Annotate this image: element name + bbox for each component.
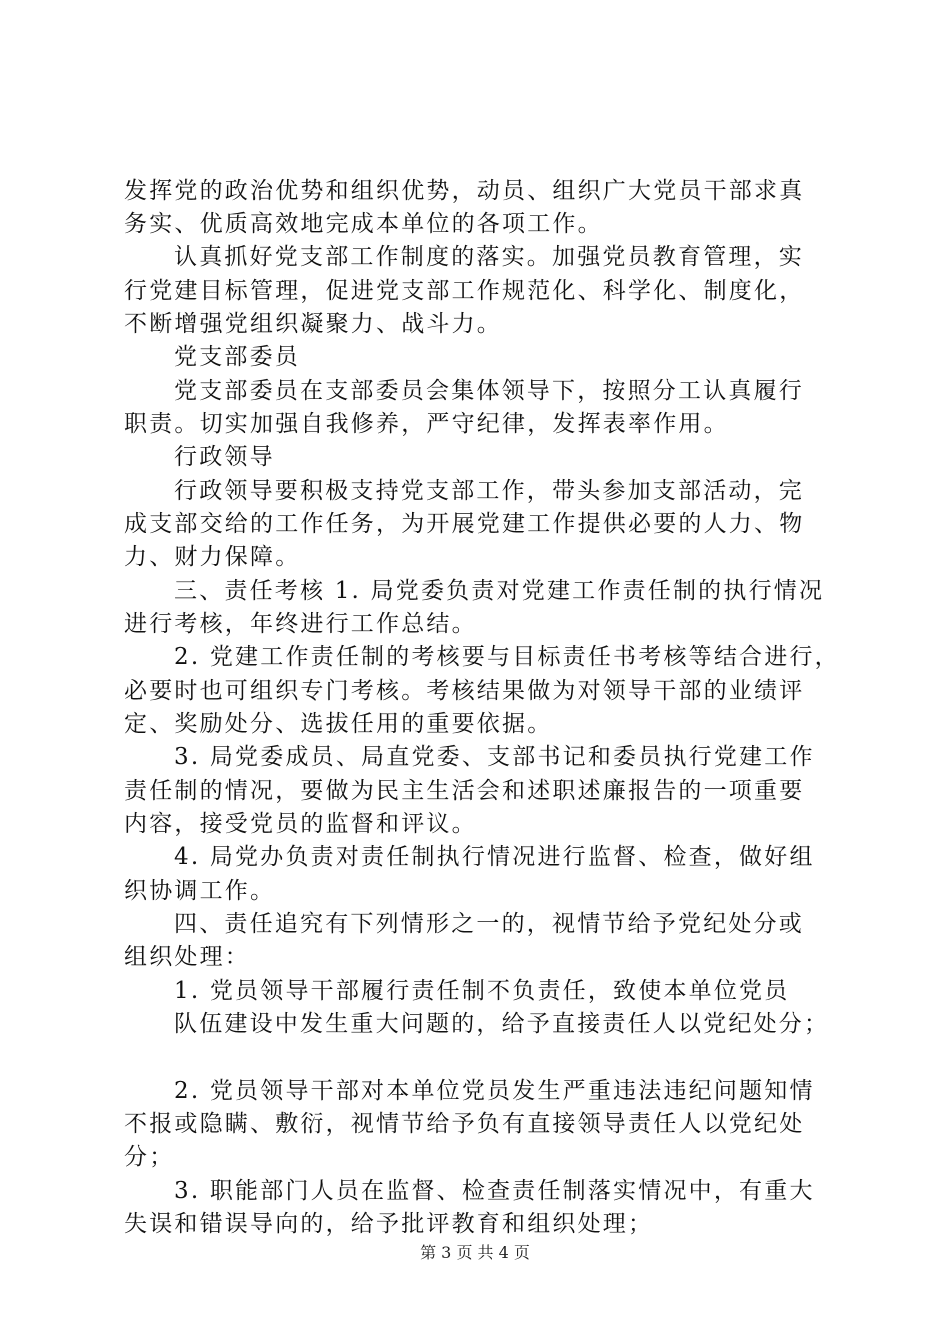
- text-line: 定、奖励处分、选拔任用的重要依据。: [124, 711, 553, 737]
- text-line: 分；: [124, 1144, 175, 1170]
- text-line: 进行考核，年终进行工作总结。: [124, 611, 477, 637]
- text-line: 组织处理：: [124, 944, 250, 970]
- text-line: 认真抓好党支部工作制度的落实。加强党员教育管理，实: [174, 244, 804, 270]
- text-line: 2. 党员领导干部对本单位党员发生严重违法违纪问题知情: [174, 1078, 815, 1104]
- text-line: 3. 局党委成员、局直党委、支部书记和委员执行党建工作: [174, 744, 815, 770]
- text-line: 4. 局党办负责对责任制执行情况进行监督、检查，做好组: [174, 844, 815, 870]
- text-line: 3. 职能部门人员在监督、检查责任制落实情况中，有重大: [174, 1178, 815, 1204]
- text-line: 织协调工作。: [124, 878, 276, 904]
- text-line: 不报或隐瞒、敷衍，视情节给予负有直接领导责任人以党纪处: [124, 1111, 805, 1137]
- text-line: 党支部委员在支部委员会集体领导下，按照分工认真履行: [174, 378, 804, 404]
- text-line: 职责。切实加强自我修养，严守纪律，发挥表率作用。: [124, 411, 729, 437]
- text-line: 力、财力保障。: [124, 544, 301, 570]
- text-line: 必要时也可组织专门考核。考核结果做为对领导干部的业绩评: [124, 678, 805, 704]
- text-line: 失误和错误导向的，给予批评教育和组织处理；: [124, 1211, 654, 1237]
- text-line: 1. 党员领导干部履行责任制不负责任，致使本单位党员: [174, 978, 790, 1004]
- text-line: 2. 党建工作责任制的考核要与目标责任书考核等结合进行，: [174, 644, 840, 670]
- section-heading: 行政领导: [174, 444, 275, 470]
- text-line: 三、责任考核 1. 局党委负责对党建工作责任制的执行情况: [174, 578, 825, 604]
- text-line: 队伍建设中发生重大问题的，给予直接责任人以党纪处分；: [174, 1011, 830, 1037]
- text-line: 责任制的情况，要做为民主生活会和述职述廉报告的一项重要: [124, 778, 805, 804]
- text-line: 行党建目标管理，促进党支部工作规范化、科学化、制度化，: [124, 278, 805, 304]
- text-line: 行政领导要积极支持党支部工作，带头参加支部活动，完: [174, 478, 804, 504]
- text-line: 四、责任追究有下列情形之一的，视情节给予党纪处分或: [174, 911, 804, 937]
- text-line: 务实、优质高效地完成本单位的各项工作。: [124, 211, 603, 237]
- text-line: 内容，接受党员的监督和评议。: [124, 811, 477, 837]
- text-line: 不断增强党组织凝聚力、战斗力。: [124, 311, 502, 337]
- page-number-footer: 第 3 页 共 4 页: [420, 1243, 530, 1262]
- text-line: 成支部交给的工作任务，为开展党建工作提供必要的人力、物: [124, 511, 805, 537]
- text-line: 发挥党的政治优势和组织优势，动员、组织广大党员干部求真: [124, 178, 805, 204]
- section-heading: 党支部委员: [174, 344, 300, 370]
